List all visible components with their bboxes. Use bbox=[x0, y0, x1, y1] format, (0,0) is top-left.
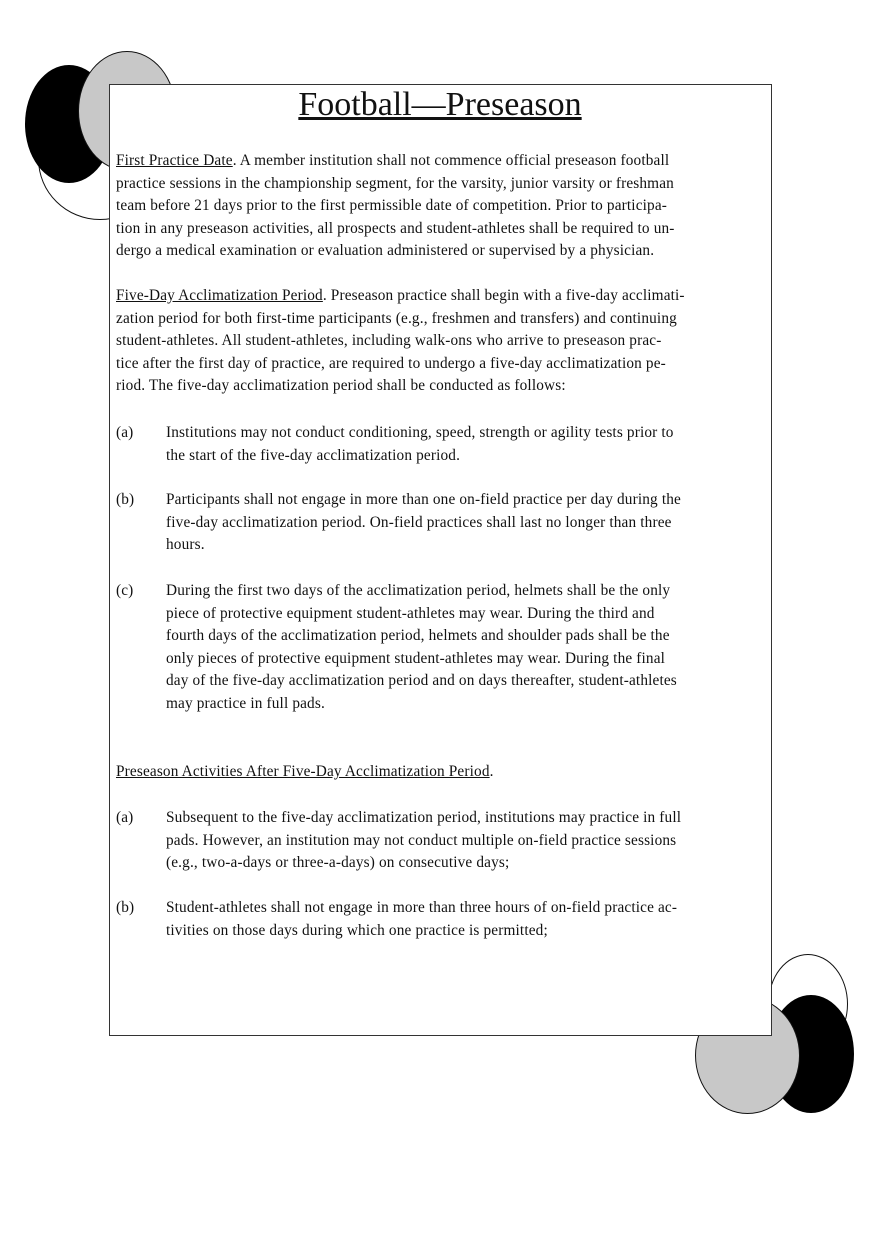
list-item bbox=[166, 489, 681, 557]
text-line: the start of the five-day acclimatization period. bbox=[166, 446, 461, 464]
text-line: . A member institution shall not commence official preseason football bbox=[232, 152, 670, 169]
list-item-label: (b) bbox=[116, 899, 135, 916]
text-line: day of the five-day acclimatization period and on days thereafter, student-athletes bbox=[166, 672, 677, 690]
text-line: riod. The five-day acclimatization period shall be conducted as follows: bbox=[116, 377, 566, 395]
text-line: tice after the first day of practice, are required to undergo a five-day acclimatization pe- bbox=[116, 354, 666, 372]
section-heading: First Practice Date bbox=[116, 152, 233, 169]
list-item-label: (c) bbox=[116, 582, 134, 599]
page-title bbox=[0, 86, 880, 124]
text-line: tivities on those days during which one practice is permitted; bbox=[166, 921, 548, 939]
list-item bbox=[166, 897, 677, 942]
text-line: five-day acclimatization period. On-field practices shall last no longer than three bbox=[166, 513, 672, 531]
list-item bbox=[166, 580, 677, 716]
text-line: hours. bbox=[166, 536, 205, 554]
section-acclimatization-period bbox=[116, 285, 685, 398]
text-line: Student-athletes shall not engage in more than three hours of on-field practice ac- bbox=[166, 899, 678, 916]
list-item-label: (a) bbox=[116, 809, 134, 826]
heading-suffix: . bbox=[489, 763, 494, 780]
text-line: (e.g., two-a-days or three-a-days) on consecutive days; bbox=[166, 854, 510, 872]
text-line: dergo a medical examination or evaluation administered or supervised by a physician. bbox=[116, 242, 655, 260]
list-item bbox=[166, 807, 681, 875]
text-line: zation period for both first-time participants (e.g., freshmen and transfers) and continuing bbox=[116, 309, 677, 327]
text-line: . Preseason practice shall begin with a five-day acclimati- bbox=[322, 287, 685, 304]
section-heading: Five-Day Acclimatization Period bbox=[116, 287, 323, 304]
text-line: Participants shall not engage in more than one on-field practice per day during the bbox=[166, 491, 681, 508]
text-line: During the first two days of the acclimatization period, helmets shall be the only bbox=[166, 582, 671, 599]
page-title-text: Football—Preseason bbox=[298, 86, 582, 123]
list-item bbox=[166, 422, 674, 467]
text-line: piece of protective equipment student-athletes may wear. During the third and bbox=[166, 604, 655, 622]
text-line: Institutions may not conduct conditioning, speed, strength or agility tests prior to bbox=[166, 424, 674, 441]
text-line: pads. However, an institution may not conduct multiple on-field practice sessions bbox=[166, 831, 677, 849]
text-line: Subsequent to the five-day acclimatization period, institutions may practice in full bbox=[166, 809, 682, 826]
text-line: may practice in full pads. bbox=[166, 694, 325, 712]
text-line: student-athletes. All student-athletes, including walk-ons who arrive to preseason prac- bbox=[116, 332, 662, 350]
section-activities-after-acclimatization bbox=[116, 761, 494, 784]
text-line: fourth days of the acclimatization period, helmets and shoulder pads shall be the bbox=[166, 627, 670, 645]
text-line: only pieces of protective equipment student-athletes may wear. During the final bbox=[166, 649, 666, 667]
text-line: tion in any preseason activities, all prospects and student-athletes shall be required to un- bbox=[116, 219, 675, 237]
list-item-label: (b) bbox=[116, 491, 135, 508]
section-heading: Preseason Activities After Five-Day Acclimatization Period bbox=[116, 763, 490, 780]
section-first-practice-date bbox=[116, 150, 675, 263]
text-line: team before 21 days prior to the first permissible date of competition. Prior to participa- bbox=[116, 197, 668, 215]
list-item-label: (a) bbox=[116, 424, 134, 441]
text-line: practice sessions in the championship segment, for the varsity, junior varsity or freshman bbox=[116, 174, 674, 192]
